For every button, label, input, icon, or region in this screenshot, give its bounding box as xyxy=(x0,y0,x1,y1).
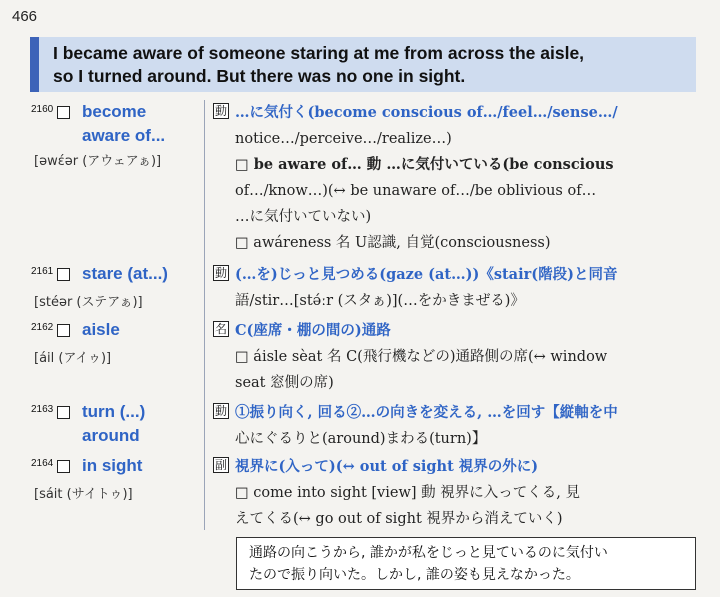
def-line-2: □ come into sight [view] 動 視界に入ってくる, 見 xyxy=(235,485,580,501)
entry-number: 2160 xyxy=(31,104,54,115)
definition xyxy=(213,318,673,396)
def-line-4: of…/know…)(↔ be unaware of…/be oblivious of… xyxy=(235,183,597,199)
headword-line-2: aware of... xyxy=(82,126,166,145)
checkbox[interactable] xyxy=(57,460,70,473)
def-line-3: えてくる(↔ go out of sight 視界から消えていく) xyxy=(235,511,563,527)
entry-number: 2161 xyxy=(31,266,54,277)
translation-line-1: 通路の向こうから, 誰かが私をじっと見ているのに気付い xyxy=(249,545,608,561)
def-line-2: notice…/perceive…/realize…) xyxy=(235,131,452,147)
entry-number: 2164 xyxy=(31,458,54,469)
def-line-1: C(座席・棚の間の)通路 xyxy=(235,322,391,339)
headword-line-1: turn (...) xyxy=(82,402,146,421)
pos-label: 動 xyxy=(215,404,228,418)
headword: in sight xyxy=(82,456,143,475)
def-line-1: (…を)じっと見つめる(gaze (at…))《stair(階段)と同音 xyxy=(235,266,618,283)
pronunciation: [sáit (サイトゥ)] xyxy=(34,487,133,502)
checkbox[interactable] xyxy=(57,324,70,337)
headword: aisle xyxy=(82,320,120,339)
headword xyxy=(82,100,165,148)
headword-line-1: become xyxy=(82,102,147,121)
def-line-1: ①振り向く, 回る②…の向きを変える, …を回す【縦軸を中 xyxy=(235,404,618,421)
page-number: 466 xyxy=(12,8,38,25)
def-line-1: 視界に(入って)(↔ out of sight 視界の外に) xyxy=(235,458,539,475)
checkbox[interactable] xyxy=(57,106,70,119)
pos-label: 動 xyxy=(215,104,228,118)
pos-label: 動 xyxy=(215,266,228,280)
definition xyxy=(213,454,673,532)
pos-label: 副 xyxy=(215,458,228,472)
checkbox[interactable] xyxy=(57,268,70,281)
headword: stare (at...) xyxy=(82,264,168,283)
definition xyxy=(213,400,673,452)
def-line-5: …に気付いていない) xyxy=(235,209,372,225)
entry-number: 2163 xyxy=(31,404,54,415)
def-line-3: seat 窓側の席) xyxy=(235,375,334,391)
pos-label: 名 xyxy=(215,322,228,336)
def-line-1: …に気付く(become conscious of…/feel…/sense…/ xyxy=(235,104,618,121)
headword xyxy=(82,400,145,448)
example-sentence-banner xyxy=(30,37,696,92)
definition xyxy=(213,100,673,256)
def-line-3: □ be aware of… 動 …に気付いている(be conscious xyxy=(235,156,614,173)
entry-number: 2162 xyxy=(31,322,54,333)
column-divider xyxy=(204,100,205,530)
banner-line-2: so I turned around. But there was no one in sight. xyxy=(53,66,466,86)
definition xyxy=(213,262,673,314)
def-line-2: 心にぐるりと(around)まわる(turn)】 xyxy=(235,431,487,447)
translation-box xyxy=(236,537,696,590)
pronunciation: [stéər (ステアぁ)] xyxy=(34,295,143,310)
def-line-2: □ áisle sèat 名 C(飛行機などの)通路側の席(↔ window xyxy=(235,349,608,365)
translation-line-2: たので振り向いた。しかし, 誰の姿も見えなかった。 xyxy=(249,567,580,583)
def-line-6: □ awáreness 名 U認識, 自覚(consciousness) xyxy=(235,235,551,251)
pronunciation: [áil (アイゥ)] xyxy=(34,351,112,366)
banner-line-1: I became aware of someone staring at me from across the aisle, xyxy=(53,43,585,63)
pronunciation: [əwέər (アウェアぁ)] xyxy=(34,154,162,169)
checkbox[interactable] xyxy=(57,406,70,419)
headword-line-2: around xyxy=(82,426,140,445)
def-line-2: 語/stir…[stə́ːr (スタぁ)](…をかきまぜる)》 xyxy=(235,293,525,309)
